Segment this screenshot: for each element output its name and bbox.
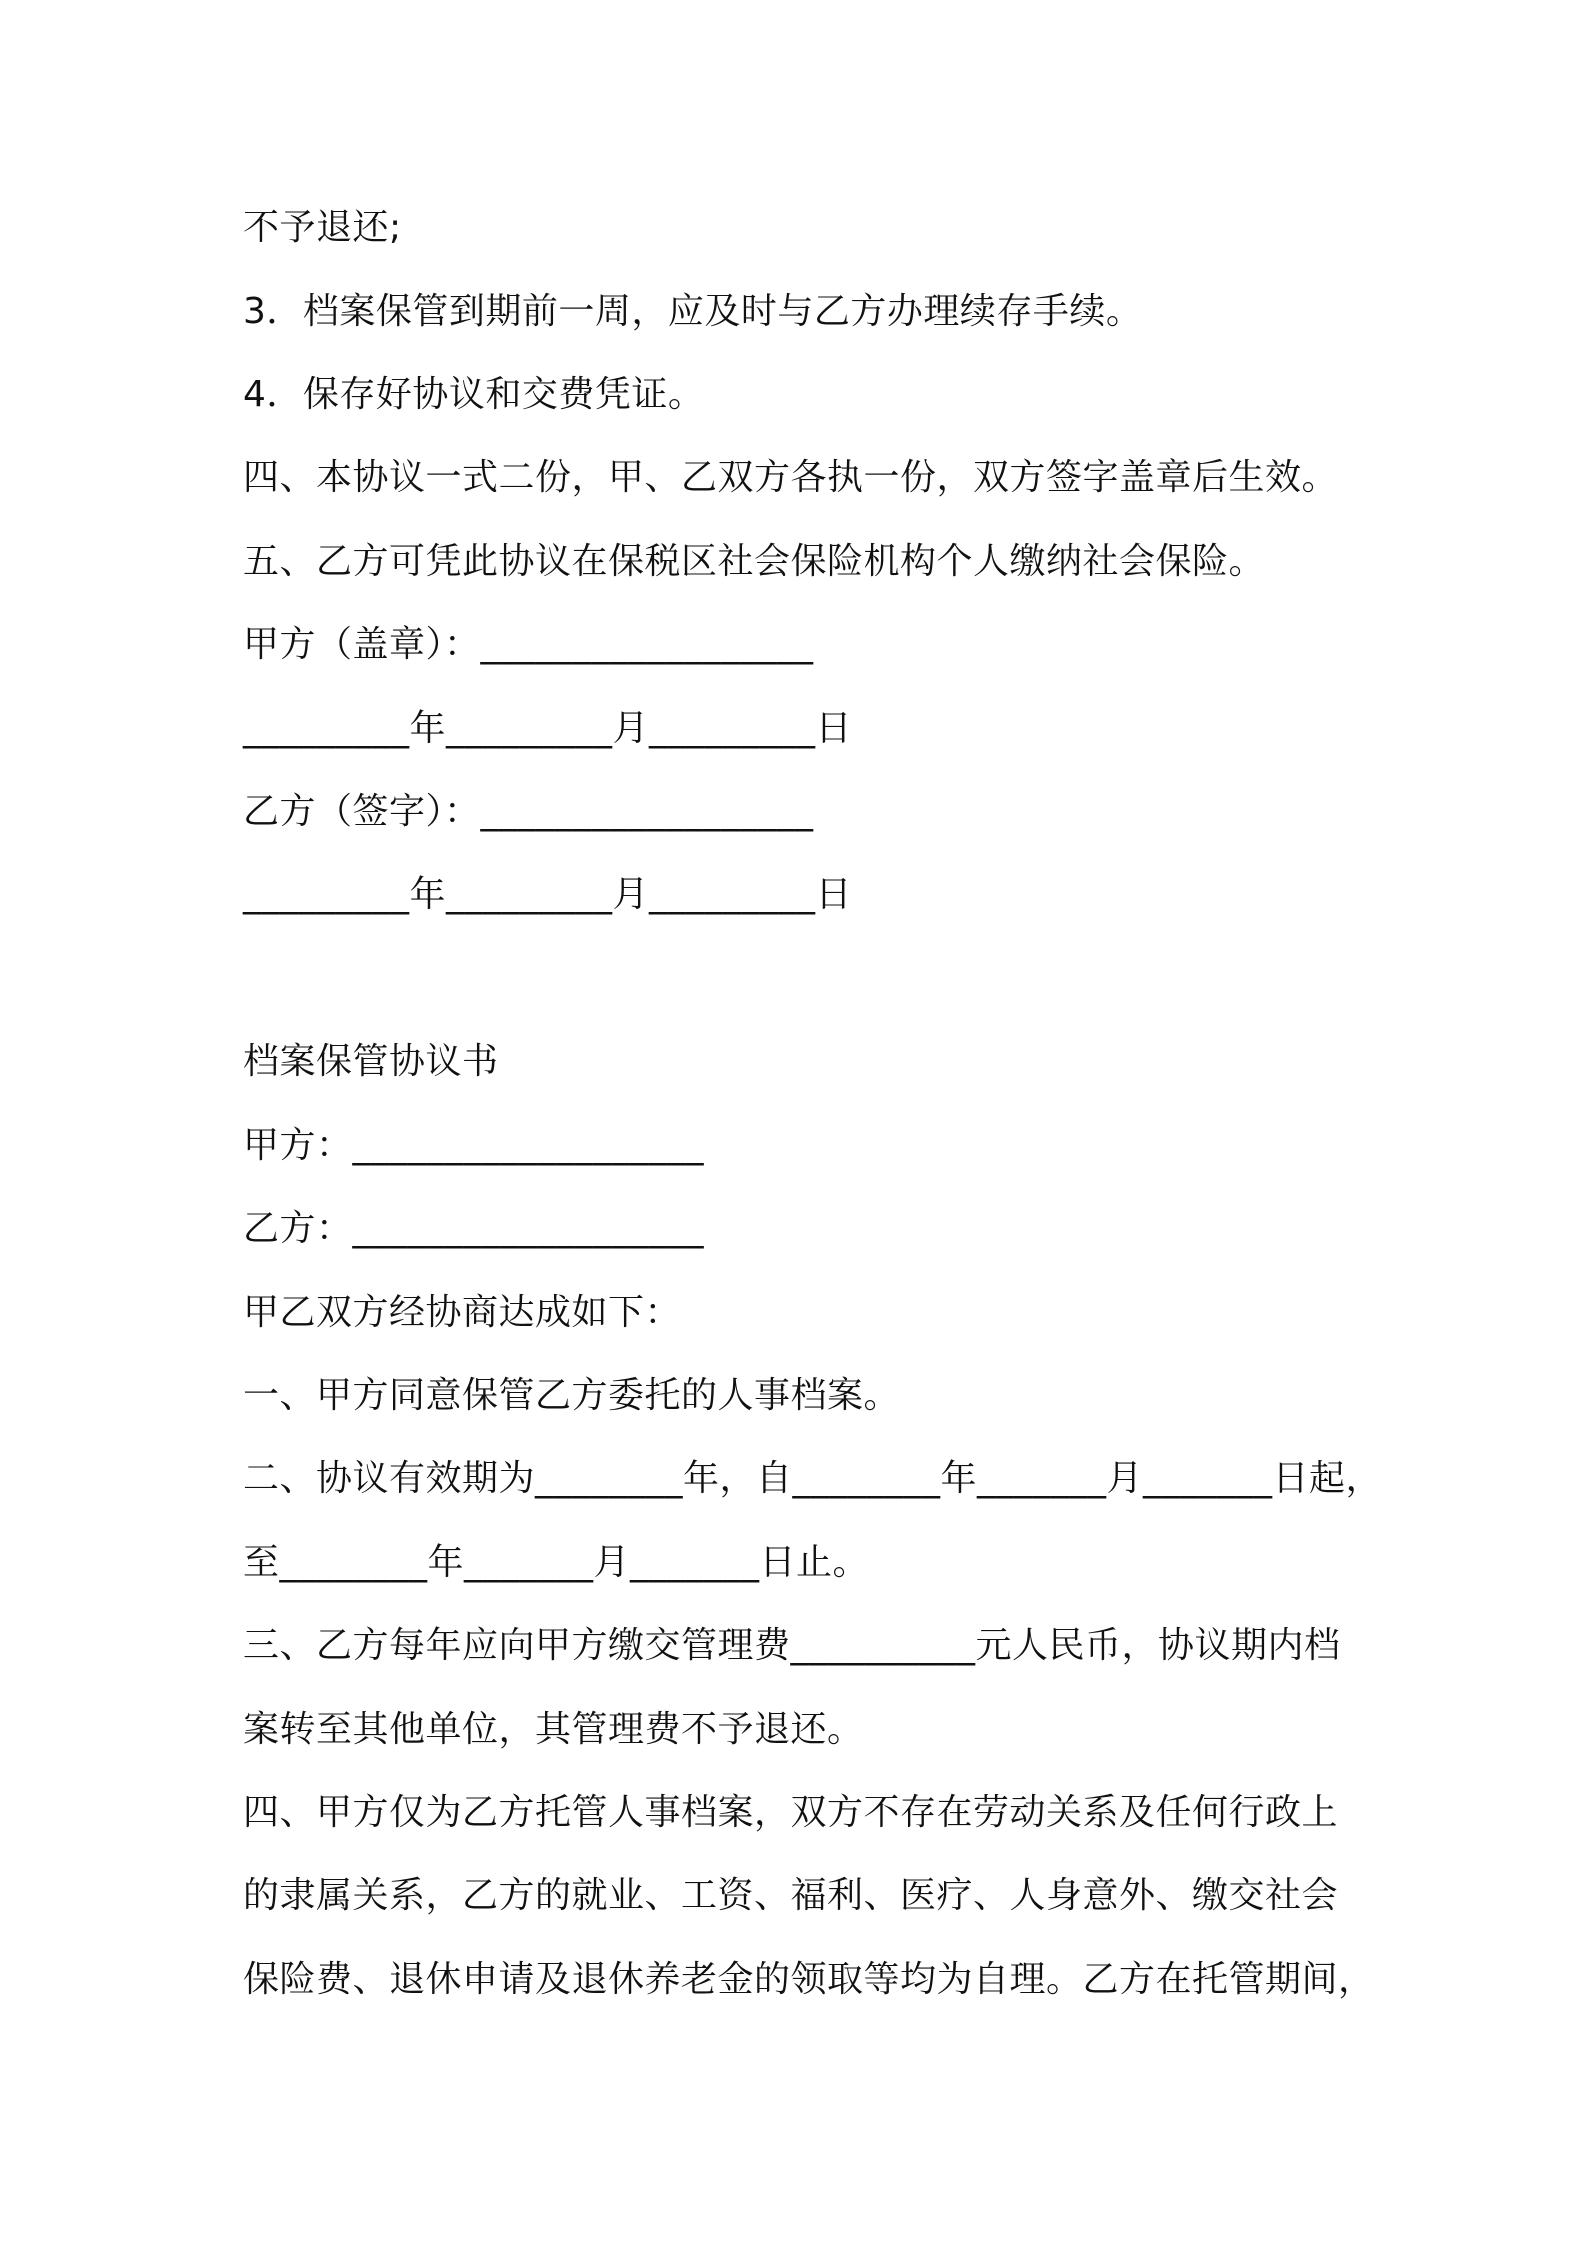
- text-line-clause-4c: 保险费、退休申请及退休养老金的领取等均为自理。乙方在托管期间，: [243, 1959, 1375, 2000]
- text-line-item-3: 3．档案保管到期前一周，应及时与乙方办理续存手续。: [243, 291, 1143, 332]
- party-a-seal-line: 甲方（盖章）：__________________: [243, 624, 814, 665]
- text-line-clause-2a: 二、协议有效期为________年，自________年_______月_______日起，: [243, 1458, 1383, 1499]
- party-b-line: 乙方：___________________: [243, 1208, 705, 1249]
- text-line-clause-5: 五、乙方可凭此协议在保税区社会保险机构个人缴纳社会保险。: [243, 541, 1266, 582]
- text-line-clause-3a: 三、乙方每年应向甲方缴交管理费__________元人民币，协议期内档: [243, 1625, 1341, 1666]
- text-line-item-4: 4．保存好协议和交费凭证。: [243, 374, 705, 415]
- text-line-clause-4a: 四、甲方仅为乙方托管人事档案，双方不存在劳动关系及任何行政上: [243, 1792, 1339, 1833]
- text-line-refund: 不予退还;: [243, 207, 402, 248]
- text-line-clause-3b: 案转至其他单位，其管理费不予退还。: [243, 1709, 864, 1750]
- party-a-line: 甲方：___________________: [243, 1125, 705, 1166]
- date-line-party-a: _________年_________月_________日: [243, 708, 852, 749]
- text-line-clause-4: 四、本协议一式二份，甲、乙双方各执一份，双方签字盖章后生效。: [243, 457, 1339, 498]
- date-line-party-b: _________年_________月_________日: [243, 874, 852, 915]
- section-title: 档案保管协议书: [243, 1041, 499, 1082]
- text-line-clause-2b: 至________年_______月_______日止。: [243, 1542, 870, 1583]
- text-line-agreement-intro: 甲乙双方经协商达成如下：: [243, 1292, 682, 1333]
- text-line-clause-4b: 的隶属关系，乙方的就业、工资、福利、医疗、人身意外、缴交社会: [243, 1875, 1339, 1916]
- text-line-clause-1: 一、甲方同意保管乙方委托的人事档案。: [243, 1375, 901, 1416]
- party-b-signature-line: 乙方（签字）：__________________: [243, 791, 814, 832]
